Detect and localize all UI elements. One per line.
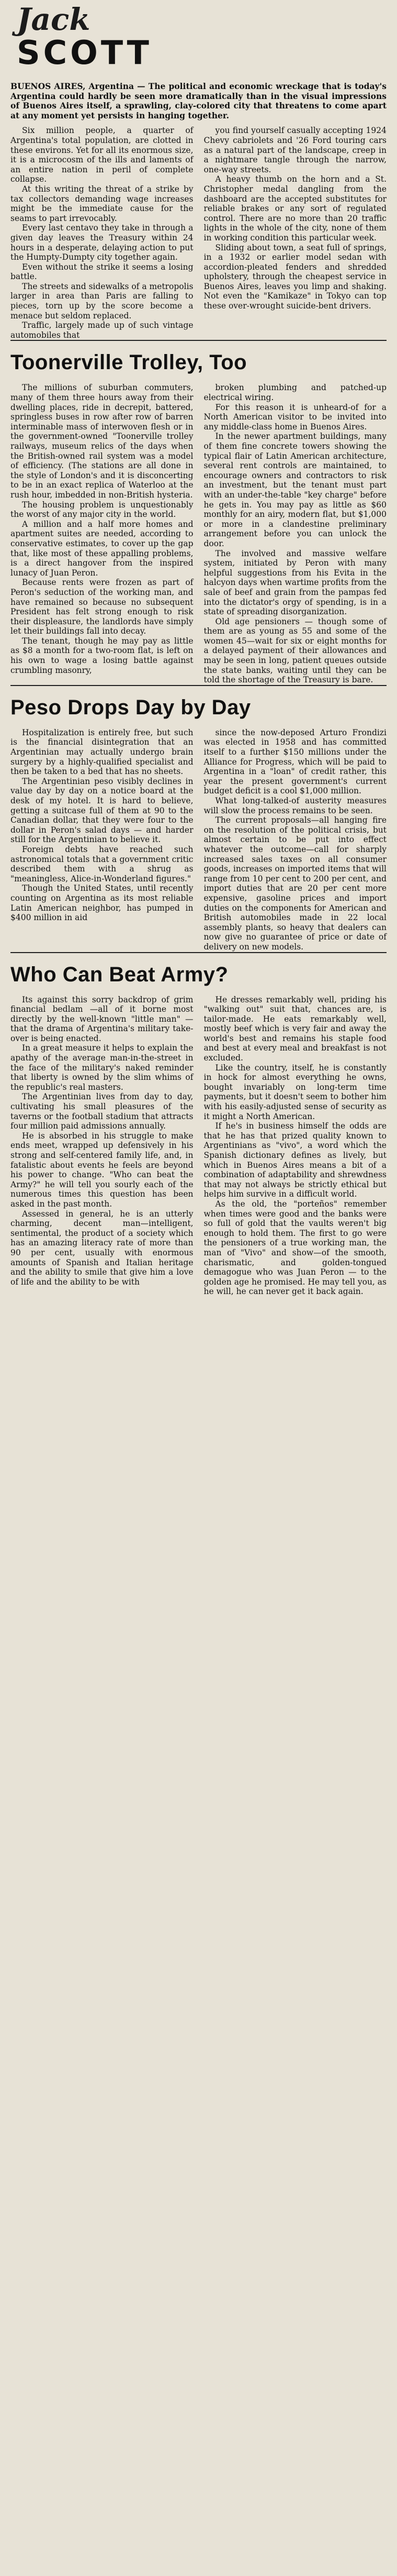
paragraph: since the now-deposed Arturo Frondizi was elected in 1958 and has committed itself to a further $150 millions under the Alliance for Progress, which will be paid to Argentina in a "loan" of credit rather, this year the present government's current budget deficit is a cool $1,000 million.	[203, 727, 387, 796]
intro-paragraph: BUENOS AIRES, Argentina — The political and economic wreckage that is today's Argentina could hardly be seen more dramatically than in the visual impressions of Buenos Aires itself, a sprawling, clay-colored city that threatens to come apart at any moment yet persists in hanging together.	[10, 81, 387, 120]
paragraph: For this reason it is unheard-of for a North American visitor to be invited into any middle-class home in Buenos Aires.	[203, 402, 387, 432]
paragraph: As the old, the "porteños" remember when times were good and the banks were so full of gold that the vaults weren't big enough to hold them. The first to go were the pensioners of a true working man, the man of "Vivo" and show—of the smooth, charismatic, and golden-tongued demagogue who was Juan Peron — to the golden age he promised. He may tell you, as he will, he can never get it back again.	[203, 1199, 387, 1297]
paragraph: Assessed in general, he is an utterly charming, decent man—intelligent, sentimental, the product of a society which has an amazing literacy rate of more than 90 per cent, usually with enormous amounts of Spanish and Italian heritage and the ability to smile that give him a love of life and the ability to be with	[10, 1209, 194, 1287]
paragraph: The streets and sidewalks of a metropolis larger in area than Paris are falling to pieces, torn up by the score become a menace but seldom replaced.	[10, 281, 194, 320]
section-1-left-column	[10, 126, 194, 340]
section-2-left-column	[10, 383, 194, 675]
paragraph: Though the United States, until recently counting on Argentina as its most reliable Latin American neighbor, has pumped in $400 million in aid	[10, 883, 194, 923]
paragraph: At this writing the threat of a strike by tax collectors demanding wage increases might be the immediate cause for the seams to part irrevocably.	[10, 184, 194, 223]
paragraph: He is absorbed in his struggle to make ends meet, wrapped up defensively in his strong and self-centered family life, and, in fatalistic about events he feels are beyond his power to change. "Who can beat the Army?" he will tell you sourly each of the numerous times this question has been asked in the past month.	[10, 1131, 194, 1209]
paragraph: What long-talked-of austerity measures will slow the process remains to be seen.	[203, 796, 387, 815]
section-3-left-column	[10, 728, 194, 923]
paragraph: you find yourself casually accepting 1924 Chevy cabriolets and '26 Ford touring cars as a natural part of the landscape, creep in a nightmare tangle through the narrow, one-way streets.	[203, 126, 387, 174]
section-3	[10, 727, 387, 952]
paragraph: The millions of suburban commuters, many of them three hours away from their dwelling places, ride in decrepit, battered, springless buses in row after row of barren interminable mass of interwoven flesh or in the government-owned "Toonerville trolley railways, museum relics of the days when the British-owned rail system was a model of efficiency. (The stations are all done in the style of London's and it is disconcerting to be in an exact replica of Waterloo at the rush hour, imbedded in non-British hysteria.	[10, 383, 194, 500]
paragraph: Sliding about town, a seat full of springs, in a 1932 or earlier model sedan with accordion-pleated fenders and shredded upholstery, through the cheapest service in Buenos Aires, leaves you limp and shaking. Not even the "Kamikaze" in Tokyo can top these over-wrought suicide-bent drivers.	[203, 242, 387, 311]
section-divider	[10, 685, 387, 686]
paragraph: The housing problem is unquestionably the worst of any major city in the world.	[10, 500, 194, 519]
paragraph: Six million people, a quarter of Argentina's total population, are clotted in these environs. Yet for all its enormous size, it is a microcosm of the ills and laments of an entire nation in peril of complete collapse.	[10, 126, 194, 184]
paragraph: Because rents were frozen as part of Peron's seduction of the working man, and have remained so because no subsequent President has felt strong enough to risk their displeasure, the landlords have simply let their buildings fall into decay.	[10, 578, 194, 636]
paragraph: Every last centavo they take in through a given day leaves the Treasury within 24 hours in a desperate, delaying action to put the Humpty-Dumpty city together again.	[10, 223, 194, 262]
paragraph: Old age pensioners — though some of them are as young as 55 and some of the women 45—wait for six or eight months for a delayed payment of their allowances and may be seen in long, patient queues outside the state banks, waiting until they can be told the shortage of the Treasury is bare.	[203, 616, 387, 685]
section-3-right-column	[204, 728, 387, 952]
paragraph: Hospitalization is entirely free, but such is the financial disintegration that an Argentinian may actually undergo brain surgery by a highly-qualified specialist and then be taken to a bed that has no sheets.	[10, 727, 194, 777]
paragraph: The Argentinian peso visibly declines in value day by day on a notice board at the desk of my hotel. It is hard to believe, getting a suitcase full of them at 90 to the Canadian dollar, that they were four to the dollar in Peron's salad days — and harder still for the Argentinian to believe it.	[10, 776, 194, 845]
paragraph: The tenant, though he may pay as little as $8 a month for a two-room flat, is left on his own to wage a losing battle against crumbling masonry,	[10, 636, 194, 675]
paragraph: broken plumbing and patched-up electrical wiring.	[203, 383, 387, 403]
section-2	[10, 382, 387, 684]
section-1	[10, 125, 387, 340]
paragraph: A million and a half more homes and apartment suites are needed, according to conservative estimates, to cover up the gap that, like most of these appalling problems, is a direct hangover from the inspired lunacy of Juan Peron.	[10, 519, 194, 578]
byline	[17, 3, 387, 82]
paragraph: The involved and massive welfare system, initiated by Peron with many helpful suggestions from his Evita in the halcyon days when wartime profits from the sale of beef and grain from the pampas fed into the dictator's orgy of spending, is in a state of spreading disorganization.	[203, 548, 387, 617]
paragraph: He dresses remarkably well, priding his "walking out" suit that, chances are, is tailor-made. He eats remarkably well, mostly beef which is very fair and away the world's best and remains his staple food and best at every meal and breakfast is not excluded.	[203, 994, 387, 1063]
section-4-right-column	[204, 995, 387, 1297]
page-bottom-fade	[0, 2545, 397, 2576]
section-4	[10, 994, 387, 1297]
subhead-peso: Peso Drops Day by Day	[10, 695, 251, 719]
subhead-army: Who Can Beat Army?	[10, 963, 229, 986]
paragraph: Like the country, itself, he is constantly in hock for almost everything he owns, bought invariably on long-term time payments, but it doesn't seem to bother him with his easily-adjusted sense of security as it might a North American.	[203, 1063, 387, 1121]
byline-first-name: Jack	[17, 2, 90, 37]
paragraph: In the newer apartment buildings, many of them fine concrete towers showing the typical flair of Latin American architecture, several rent controls are maintained, to encourage owners and contractors to risk an investment, but the tenant must part with an under-the-table "key charge" before he gets in. You may pay as little as $60 monthly for an airy, modern flat, but $1,000 or more in a clandestine preliminary arrangement before you can unlock the door.	[203, 432, 387, 548]
paragraph: Foreign debts have reached such astronomical totals that a government critic described them with a shrug as "meaningless, Alice-in-Wonderland figures."	[10, 844, 194, 883]
paragraph: If he's in business himself the odds are that he has that prized quality known to Argentinians as "vivo", a word which the Spanish dictionary defines as lively, but which in Buenos Aires means a bit of a combination of adaptability and shrewdness that may not always be strictly ethical but helps him survive in a difficult world.	[203, 1121, 387, 1199]
section-4-left-column	[10, 995, 194, 1287]
paragraph: The current proposals—all hanging fire on the resolution of the political crisis, but almost certain to be put into effect whatever the outcome—call for sharply increased sales taxes on all consumer goods, increases on imported items that will range from 10 per cent to 200 per cent, and import duties that are 20 per cent more expensive, gasoline prices and import duties on the components for American and British automobiles made in 22 local assembly plants, so heavy that dealers can now give no guarantee of price or date of delivery on new models.	[203, 815, 387, 952]
paragraph: Traffic, largely made up of such vintage automobiles that	[10, 320, 194, 340]
paragraph: Even without the strike it seems a losing battle.	[10, 262, 194, 282]
paragraph: A heavy thumb on the horn and a St. Christopher medal dangling from the dashboard are the accepted substitutes for reliable brakes or any sort of regulated control. There are no more than 20 traffic lights in the whole of the city, none of them in working condition this particular week.	[203, 174, 387, 242]
byline-last-name: SCOTT	[17, 34, 152, 72]
paragraph: The Argentinian lives from day to day, cultivating his small pleasures of the taverns or the football stadium that attracts four million paid admissions annually.	[10, 1092, 194, 1131]
paragraph: Its against this sorry backdrop of grim financial bedlam —all of it borne most directly by the well-known "little man" — that the drama of Argentina's military take-over is being enacted.	[10, 994, 194, 1043]
section-2-right-column	[204, 383, 387, 684]
section-1-right-column	[204, 126, 387, 311]
subhead-toonerville: Toonerville Trolley, Too	[10, 351, 247, 374]
paragraph: In a great measure it helps to explain the apathy of the average man-in-the-street in the face of the military's naked reminder that liberty is owned by the slim whims of the republic's real masters.	[10, 1043, 194, 1092]
section-divider	[10, 340, 387, 341]
section-divider	[10, 952, 387, 953]
